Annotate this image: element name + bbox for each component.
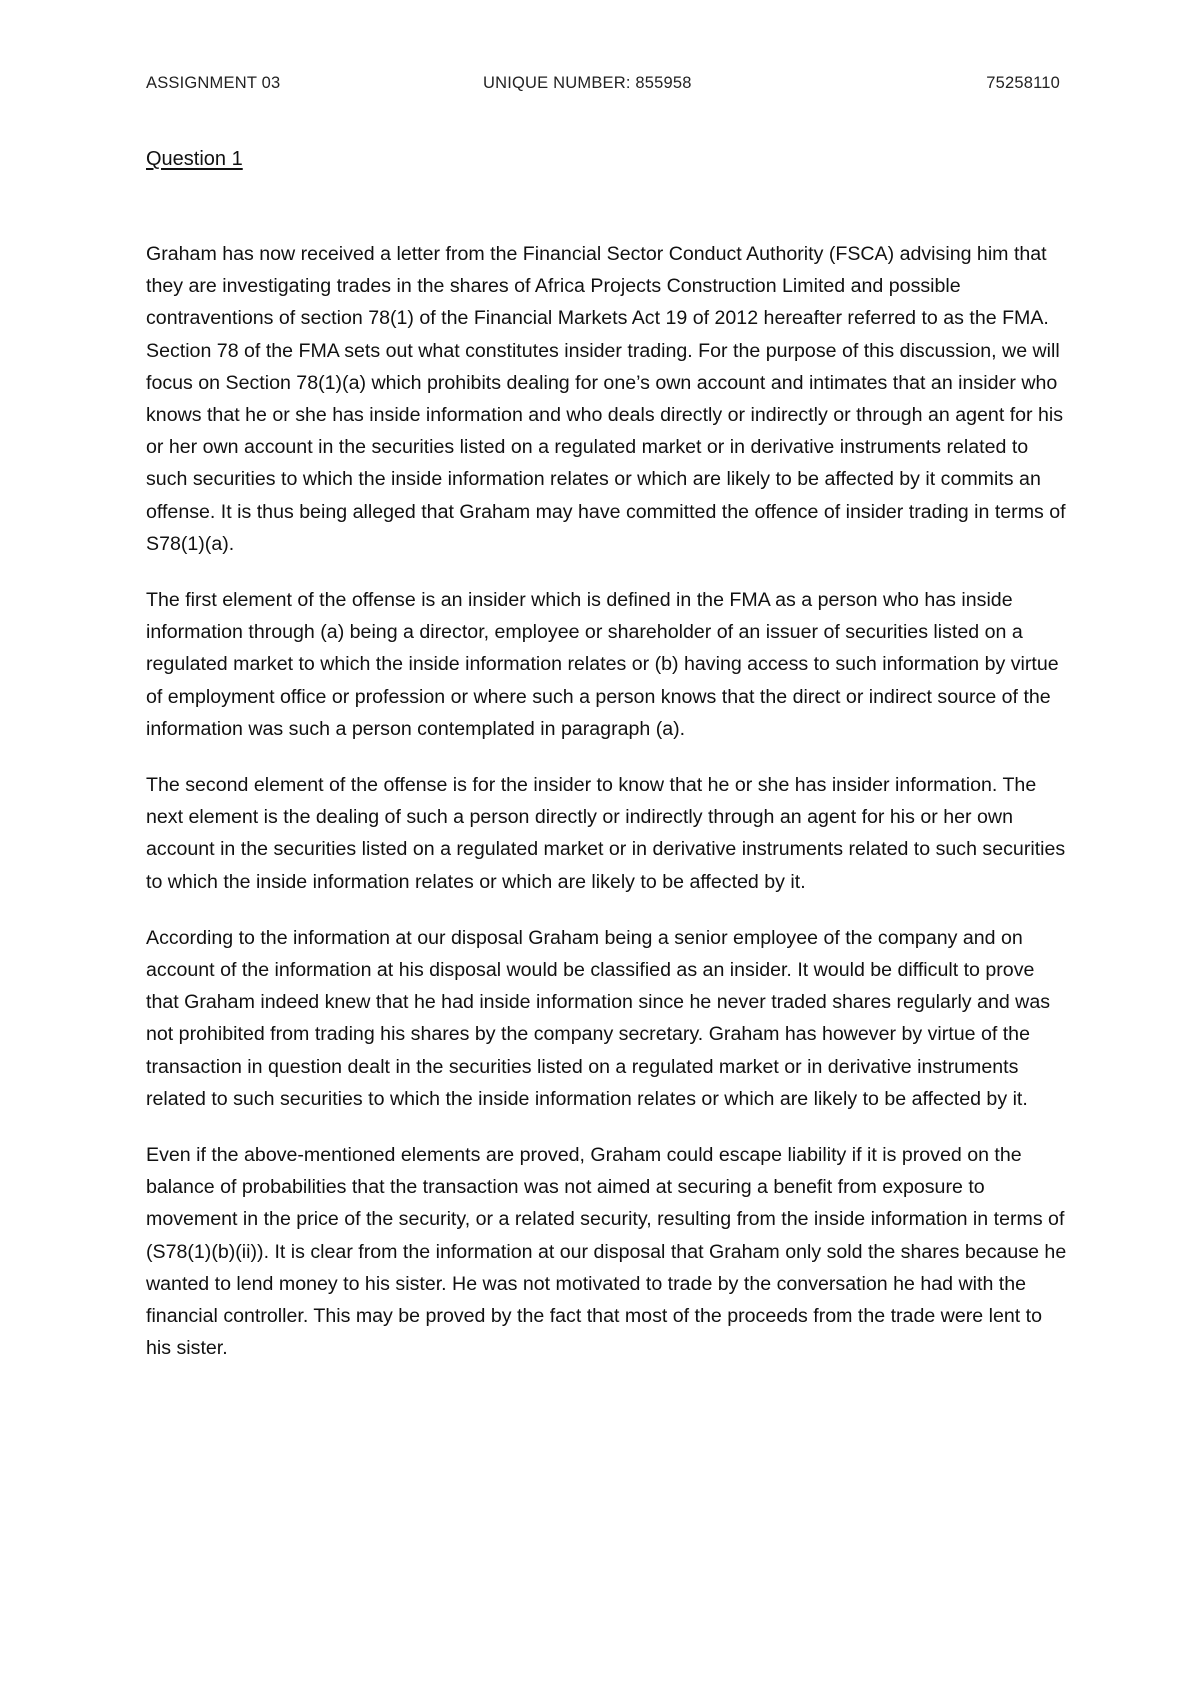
paragraph-1: Graham has now received a letter from the Financial Sector Conduct Authority (FSCA) advising him that they are investigating trades in the shares of Africa Projects Construction Limited and possible contraventions of section 78(1) of the Financial Markets Act 19 of 2012 hereafter referred to as the FMA. Section 78 of the FMA sets out what constitutes insider trading. For the purpose of this discussion, we will focus on Section 78(1)(a) which prohibits dealing for one’s own account and intimates that an insider who knows that he or she has inside information and who deals directly or indirectly or through an agent for his or her own account in the securities listed on a regulated market or in derivative instruments related to such securities to which the inside information relates or which are likely to be affected by it commits an offense. It is thus being alleged that Graham may have committed the offence of insider trading in terms of S78(1)(a).: [146, 243, 1066, 555]
document-body: [146, 238, 1071, 1389]
paragraph-5: Even if the above-mentioned elements are proved, Graham could escape liability if it is proved on the balance of probabilities that the transaction was not aimed at securing a benefit from exposure to movement in the price of the security, or a related security, resulting from the inside information in terms of (S78(1)(b)(ii)). It is clear from the information at our disposal that Graham only sold the shares because he wanted to lend money to his sister. He was not motivated to trade by the conversation he had with the financial controller. This may be proved by the fact that most of the proceeds from the trade were lent to his sister.: [146, 1144, 1067, 1360]
header-assignment: ASSIGNMENT 03: [146, 74, 281, 92]
paragraph-2: The first element of the offense is an insider which is defined in the FMA as a person who has inside information through (a) being a director, employee or shareholder of an issuer of securities listed on a regulated market to which the inside information relates or (b) having access to such information by virtue of employment office or profession or where such a person knows that the direct or indirect source of the information was such a person contemplated in paragraph (a).: [146, 589, 1059, 740]
header-student-number: 75258110: [986, 74, 1060, 92]
question-title: Question 1: [146, 148, 243, 170]
header-unique-number: UNIQUE NUMBER: 855958: [483, 74, 692, 92]
paragraph-4: According to the information at our disposal Graham being a senior employee of the company and on account of the information at his disposal would be classified as an insider. It would be difficult to prove that Graham indeed knew that he had inside information since he never traded shares regularly and was not prohibited from trading his shares by the company secretary. Graham has however by virtue of the transaction in question dealt in the securities listed on a regulated market or in derivative instruments related to such securities to which the inside information relates or which are likely to be affected by it.: [146, 926, 1051, 1110]
page-header: [146, 74, 1060, 98]
paragraph-3: The second element of the offense is for the insider to know that he or she has insider information. The next element is the dealing of such a person directly or indirectly through an agent for his or her own account in the securities listed on a regulated market or in derivative instruments related to such securities to which the inside information relates or which are likely to be affected by it.: [146, 774, 1066, 893]
